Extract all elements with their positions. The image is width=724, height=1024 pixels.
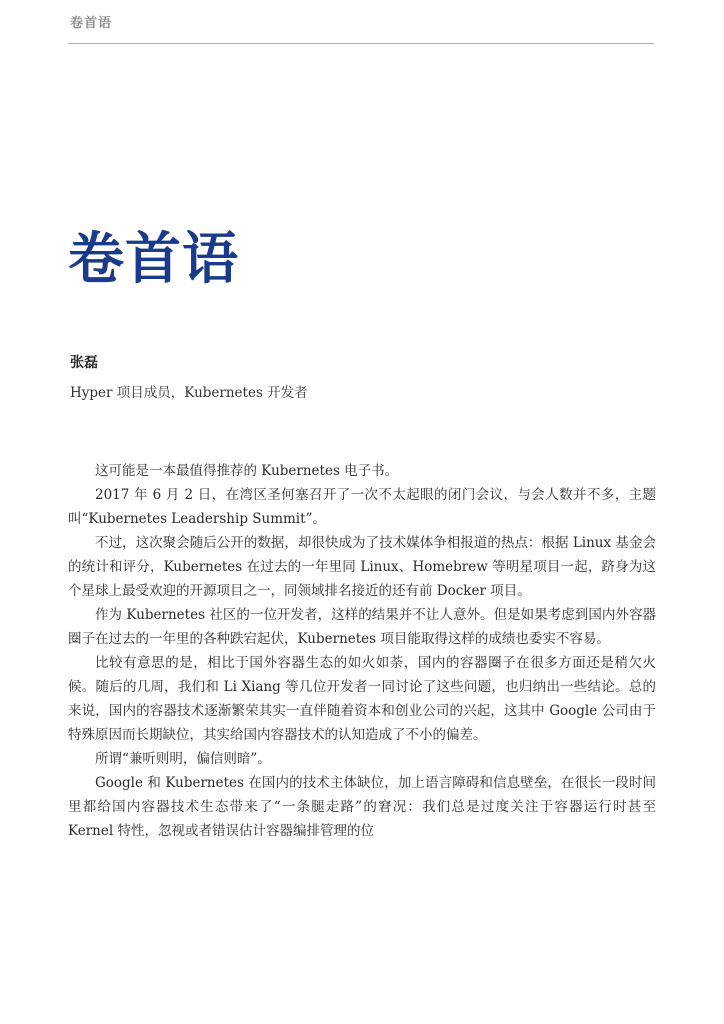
paragraph: 比较有意思的是，相比于国外容器生态的如火如荼，国内的容器圈子在很多方面还是稍欠火候。随后的几周，我们和 Li Xiang 等几位开发者一同讨论了这些问题，也归纳出一些结论。总的来说，国内的容器技术逐渐繁荣其实一直伴随着资本和创业公司的兴起，这其中 Google 公司由于特殊原因而长期缺位，其实给国内容器技术的认知造成了不小的偏差。 <box>68 655 656 743</box>
running-header: 卷首语 <box>70 16 113 31</box>
paragraph: 作为 Kubernetes 社区的一位开发者，这样的结果并不让人意外。但是如果考虑到国内外容器圈子在过去的一年里的各种跌宕起伏，Kubernetes 项目能取得这样的成绩也委实不容易。 <box>68 607 656 647</box>
paragraph: 所谓“兼听则明，偏信则暗”。 <box>95 751 271 767</box>
author-description: Hyper 项目成员，Kubernetes 开发者 <box>70 385 308 401</box>
author-name: 张磊 <box>70 355 98 371</box>
chapter-title: 卷首语 <box>68 227 239 292</box>
paragraph: 这可能是一本最值得推荐的 Kubernetes 电子书。 <box>95 463 399 479</box>
paragraph: 不过，这次聚会随后公开的数据，却很快成为了技术媒体争相报道的热点：根据 Linux 基金会的统计和评分，Kubernetes 在过去的一年里同 Linux、Homebrew 等明星项目一起，跻身为这个星球上最受欢迎的开源项目之一，同领域排名接近的还有前 Docker 项目。 <box>68 535 656 599</box>
body-text <box>68 459 656 843</box>
paragraph: 2017 年 6 月 2 日，在湾区圣何塞召开了一次不太起眼的闭门会议，与会人数并不多，主题叫“Kubernetes Leadership Summit”。 <box>68 487 656 527</box>
header-divider <box>68 43 654 44</box>
paragraph: Google 和 Kubernetes 在国内的技术主体缺位，加上语言障碍和信息壁垒，在很长一段时间里都给国内容器技术生态带来了“一条腿走路”的窘况：我们总是过度关注于容器运行时甚至 Kernel 特性，忽视或者错误估计容器编排管理的位 <box>68 775 656 839</box>
